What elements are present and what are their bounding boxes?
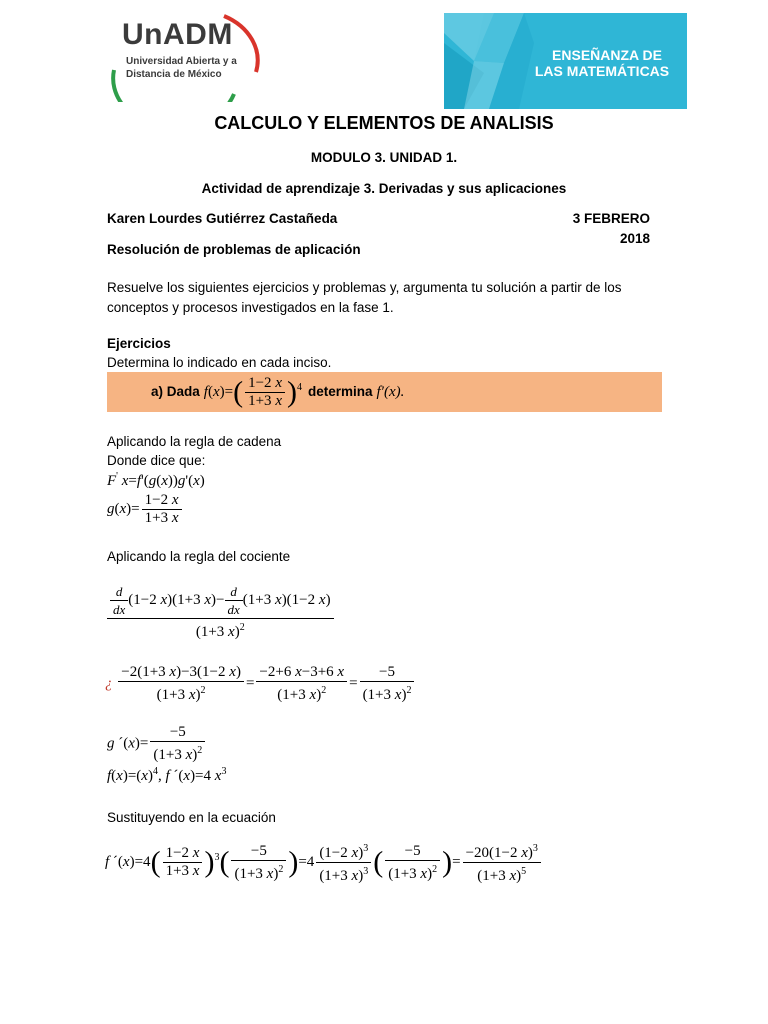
g-definition: g(x)= $\frac{1-2 x}{1+3 x}$ — [107, 492, 184, 527]
banner — [444, 13, 687, 109]
exercise-a-target: f′(x). — [376, 383, 405, 400]
logo-subtitle-2: Distancia de México — [126, 69, 222, 80]
exercise-a-highlight — [107, 372, 662, 412]
exercises-intro: Determina lo indicado en cada inciso. — [107, 355, 332, 370]
logo-title: UnADM — [122, 18, 233, 51]
instructions-line-1: Resuelve los siguientes ejercicios y problemas y, argumenta tu solución a partir de los — [107, 280, 622, 295]
exercise-a-suffix: determina — [307, 384, 373, 399]
author-name: Karen Lourdes Gutiérrez Castañeda — [107, 211, 338, 226]
exercise-a-function: f(x)=( $\frac{1-2 x}{1+3 x}$ )$^4$ — [203, 374, 302, 409]
document-title: CALCULO Y ELEMENTOS DE ANALISIS — [214, 113, 554, 133]
section-title: Resolución de problemas de aplicación — [107, 242, 361, 257]
activity-heading: Actividad de aprendizaje 3. Derivadas y sus aplicaciones — [201, 181, 567, 196]
document-date: 3 FEBRERO 2018 — [572, 211, 650, 246]
exercises-heading: Ejercicios — [107, 336, 171, 351]
g-prime-result: g ´(x)= $\frac{-5}{(1+3 x)^2}$ — [107, 724, 207, 764]
unadm-logo — [104, 12, 264, 102]
banner-line-1: ENSEÑANZA DE — [552, 47, 662, 63]
where-says-label: Donde dice que: — [107, 453, 206, 468]
exercise-a-prefix: a) Dada — [151, 384, 200, 399]
module-heading: MODULO 3. UNIDAD 1. — [310, 150, 458, 165]
substituting-label: Sustituyendo en la ecuación — [107, 810, 276, 825]
chain-rule-formula: F' x=f'(g(x))g'(x) — [107, 471, 205, 489]
quotient-rule-label: Aplicando la regla del cociente — [107, 549, 291, 564]
chain-rule-label: Aplicando la regla de cadena — [107, 434, 282, 449]
final-result: f ´(x)=4( $\frac{1-2 x}{1+3 x}$ )$^3$( $\frac{-5}{(1+3 x)^2}$ )=4 $\frac{(1-2 x)^3}{(1+3 x)^3}$ ( $\frac{-5}{(1+3 x)^2}$ )= $\frac{-20(1-2 x)^3}{(1+3 x)^5}$ — [105, 840, 543, 885]
inverted-question-mark: ¿ — [105, 675, 113, 692]
instructions-line-2: conceptos y procesos investigados en la fase 1. — [107, 300, 394, 315]
quotient-simplification: ¿ $\frac{-2(1+3 x)-3(1-2 x)}{(1+3 x)^2}$ = $\frac{-2+6 x-3+6 x}{(1+3 x)^2}$ = $\frac{-5}{(1+3 x)^2}$ — [105, 664, 416, 704]
quotient-rule-formula: $\frac{d}{dx}$ (1−2 x)(1+3 x)− $\frac{d}{dx}$ (1+3 x)(1−2 x) (1+3 x)$^2$ — [105, 583, 336, 641]
banner-line-2: LAS MATEMÁTICAS — [534, 63, 670, 79]
f-definition: $f(x)=(x)^4$, f ´(x)=4 $x^3$ — [107, 766, 227, 784]
logo-subtitle-1: Universidad Abierta y a — [126, 56, 237, 67]
